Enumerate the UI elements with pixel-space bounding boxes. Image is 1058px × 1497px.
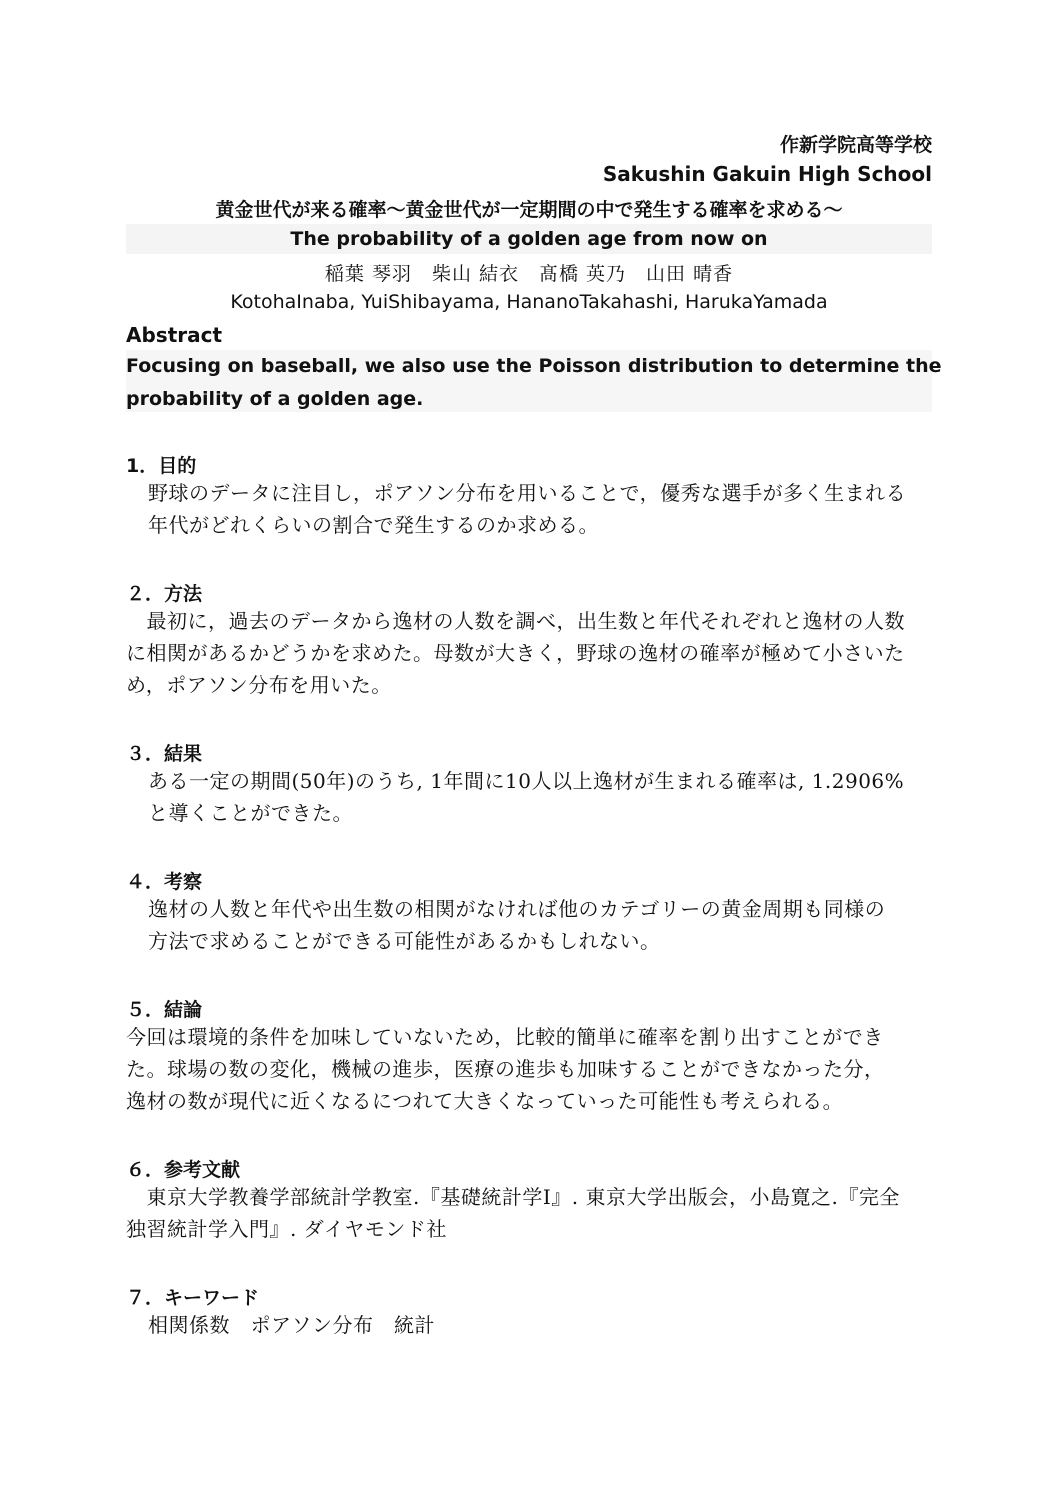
abstract-text-line: Focusing on baseball, we also use the Poisson distribution to determine the xyxy=(126,355,942,377)
school-name-ja: 作新学院高等学校 xyxy=(779,134,932,156)
section-heading-discussion: ４．考察 xyxy=(126,871,203,893)
section-text-line: 逸材の人数と年代や出生数の相関がなければ他のカテゴリーの黄金周期も同様の xyxy=(148,897,886,921)
school-name-en: Sakushin Gakuin High School xyxy=(602,162,932,186)
abstract-text-line: probability of a golden age. xyxy=(126,388,424,410)
section-text-line: 東京大学教養学部統計学教室.『基礎統計学Ⅰ』. 東京大学出版会，小島寛之.『完全 xyxy=(126,1185,900,1209)
abstract-heading: Abstract xyxy=(126,323,223,347)
section-text-line: 年代がどれくらいの割合で発生するのか求める。 xyxy=(148,513,599,537)
section-heading-results: ３．結果 xyxy=(126,743,203,765)
section-text-line: に相関があるかどうかを求めた。母数が大きく，野球の逸材の確率が極めて小さいた xyxy=(126,641,905,665)
section-heading-references: ６．参考文献 xyxy=(126,1159,241,1181)
section-heading-purpose: 1．目的 xyxy=(126,455,197,477)
section-text-line: 方法で求めることができる可能性があるかもしれない。 xyxy=(148,929,661,953)
section-text-line: め，ポアソン分布を用いた。 xyxy=(126,673,392,697)
authors-ja: 稲葉 琴羽 柴山 結衣 髙橋 英乃 山田 晴香 xyxy=(324,263,734,285)
section-heading-conclusion: ５．結論 xyxy=(126,999,203,1021)
section-text-line: た。球場の数の変化，機械の進歩，医療の進歩も加味することができなかった分， xyxy=(126,1057,885,1081)
section-text-line: 相関係数 ポアソン分布 統計 xyxy=(148,1313,435,1337)
paper-title-ja: 黄金世代が来る確率～黄金世代が一定期間の中で発生する確率を求める～ xyxy=(215,199,843,221)
section-heading-keywords: ７．キーワード xyxy=(126,1287,260,1309)
section-text-line: と導くことができた。 xyxy=(148,801,353,825)
section-text-line: ある一定の期間(50年)のうち, 1年間に10人以上逸材が生まれる確率は, 1.2906% xyxy=(148,769,905,793)
section-text-line: 野球のデータに注目し，ポアソン分布を用いることで，優秀な選手が多く生まれる xyxy=(148,481,907,505)
paper-title-en: The probability of a golden age from now on xyxy=(290,228,768,250)
section-text-line: 逸材の数が現代に近くなるにつれて大きくなっていった可能性も考えられる。 xyxy=(126,1089,844,1113)
section-text-line: 独習統計学入門』. ダイヤモンド社 xyxy=(126,1217,447,1241)
authors-en: KotohaInaba, YuiShibayama, HananoTakahashi, HarukaYamada xyxy=(230,291,828,313)
section-heading-method: ２．方法 xyxy=(126,583,203,605)
section-text-line: 最初に，過去のデータから逸材の人数を調べ，出生数と年代それぞれと逸材の人数 xyxy=(126,609,905,633)
section-text-line: 今回は環境的条件を加味していないため，比較的簡単に確率を割り出すことができ xyxy=(126,1025,884,1049)
